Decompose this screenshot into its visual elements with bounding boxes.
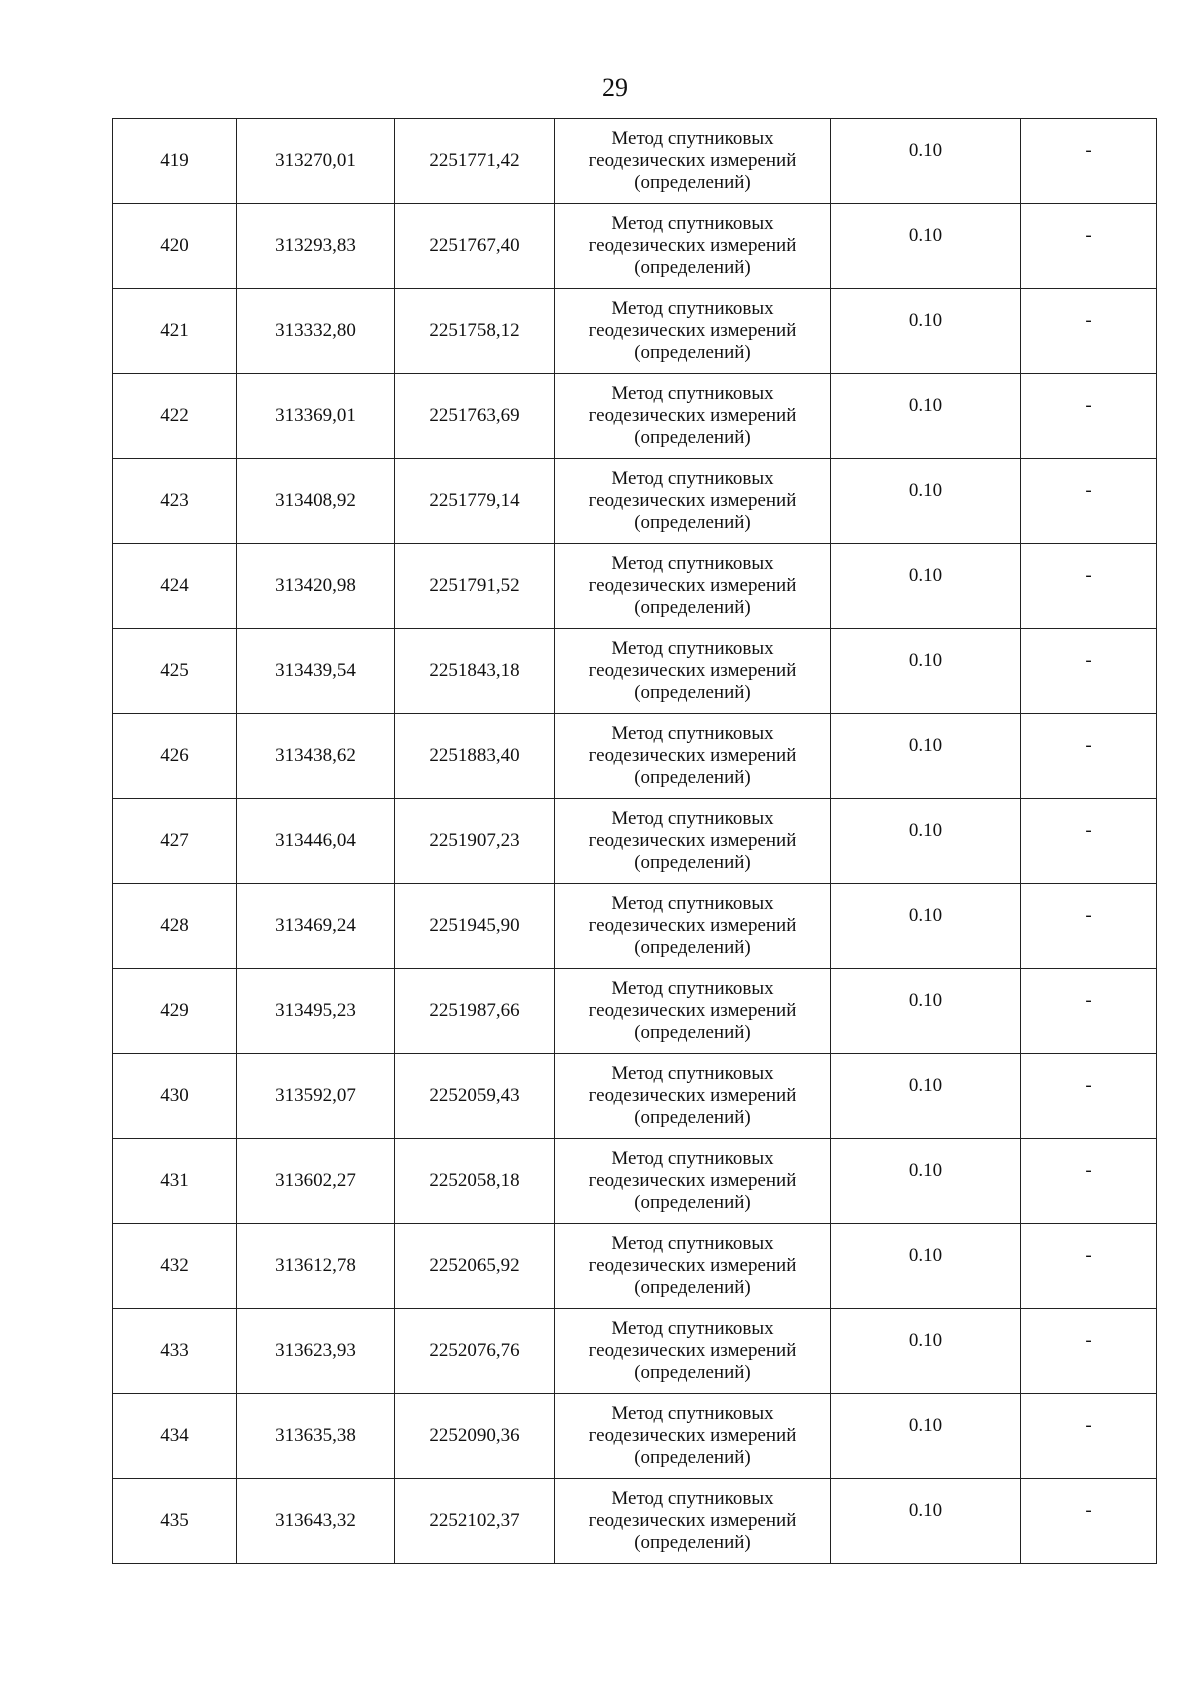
method-cell xyxy=(555,1054,831,1139)
method-line: геодезических измерений xyxy=(588,1000,797,1021)
y-coordinate-cell: 2251771,42 xyxy=(395,119,555,204)
y-coordinate-cell: 2251791,52 xyxy=(395,544,555,629)
x-coordinate-cell: 313293,83 xyxy=(237,204,395,289)
coordinates-table-body xyxy=(113,119,1157,1564)
point-number-cell: 429 xyxy=(113,969,237,1054)
point-number-cell: 420 xyxy=(113,204,237,289)
method-line: (определений) xyxy=(634,682,751,703)
point-number-cell: 428 xyxy=(113,884,237,969)
method-line: (определений) xyxy=(634,937,751,958)
method-cell xyxy=(555,544,831,629)
method-line: (определений) xyxy=(634,1447,751,1468)
table-row xyxy=(113,1224,1157,1309)
method-line: геодезических измерений xyxy=(588,1340,797,1361)
method-line: геодезических измерений xyxy=(588,660,797,681)
method-line: геодезических измерений xyxy=(588,915,797,936)
method-line: (определений) xyxy=(634,767,751,788)
point-number-cell: 427 xyxy=(113,799,237,884)
method-line: Метод спутниковых xyxy=(611,808,774,829)
x-coordinate-cell: 313635,38 xyxy=(237,1394,395,1479)
method-cell xyxy=(555,289,831,374)
note-cell xyxy=(1021,119,1157,204)
method-line: Метод спутниковых xyxy=(611,1403,774,1424)
method-line: Метод спутниковых xyxy=(611,723,774,744)
accuracy-value: 0.10 xyxy=(908,905,943,926)
note-value: - xyxy=(1085,1500,1092,1521)
method-cell xyxy=(555,714,831,799)
table-row xyxy=(113,969,1157,1054)
method-line: (определений) xyxy=(634,597,751,618)
point-number-cell: 434 xyxy=(113,1394,237,1479)
method-line: Метод спутниковых xyxy=(611,1488,774,1509)
accuracy-cell xyxy=(831,629,1021,714)
y-coordinate-cell: 2252058,18 xyxy=(395,1139,555,1224)
note-cell xyxy=(1021,1394,1157,1479)
accuracy-cell xyxy=(831,714,1021,799)
x-coordinate-cell: 313643,32 xyxy=(237,1479,395,1564)
method-line: Метод спутниковых xyxy=(611,978,774,999)
note-cell xyxy=(1021,884,1157,969)
accuracy-cell xyxy=(831,1309,1021,1394)
method-line: (определений) xyxy=(634,1277,751,1298)
note-cell xyxy=(1021,289,1157,374)
method-cell xyxy=(555,204,831,289)
note-cell xyxy=(1021,374,1157,459)
method-line: геодезических измерений xyxy=(588,150,797,171)
method-line: Метод спутниковых xyxy=(611,468,774,489)
y-coordinate-cell: 2251779,14 xyxy=(395,459,555,544)
note-value: - xyxy=(1085,395,1092,416)
method-line: (определений) xyxy=(634,427,751,448)
point-number-cell: 431 xyxy=(113,1139,237,1224)
method-line: геодезических измерений xyxy=(588,830,797,851)
method-line: Метод спутниковых xyxy=(611,298,774,319)
point-number-cell: 423 xyxy=(113,459,237,544)
point-number-cell: 421 xyxy=(113,289,237,374)
note-value: - xyxy=(1085,1330,1092,1351)
note-value: - xyxy=(1085,905,1092,926)
accuracy-value: 0.10 xyxy=(908,820,943,841)
accuracy-cell xyxy=(831,204,1021,289)
table-row xyxy=(113,799,1157,884)
method-line: геодезических измерений xyxy=(588,1255,797,1276)
method-cell xyxy=(555,1309,831,1394)
y-coordinate-cell: 2251907,23 xyxy=(395,799,555,884)
method-cell xyxy=(555,1394,831,1479)
method-line: Метод спутниковых xyxy=(611,1318,774,1339)
point-number-cell: 419 xyxy=(113,119,237,204)
accuracy-cell xyxy=(831,289,1021,374)
method-cell xyxy=(555,884,831,969)
note-cell xyxy=(1021,799,1157,884)
method-line: Метод спутниковых xyxy=(611,553,774,574)
x-coordinate-cell: 313332,80 xyxy=(237,289,395,374)
method-line: геодезических измерений xyxy=(588,235,797,256)
note-value: - xyxy=(1085,990,1092,1011)
accuracy-cell xyxy=(831,544,1021,629)
y-coordinate-cell: 2252059,43 xyxy=(395,1054,555,1139)
method-line: геодезических измерений xyxy=(588,745,797,766)
note-value: - xyxy=(1085,1075,1092,1096)
accuracy-cell xyxy=(831,1054,1021,1139)
point-number-cell: 433 xyxy=(113,1309,237,1394)
method-line: геодезических измерений xyxy=(588,490,797,511)
x-coordinate-cell: 313420,98 xyxy=(237,544,395,629)
method-line: геодезических измерений xyxy=(588,575,797,596)
x-coordinate-cell: 313612,78 xyxy=(237,1224,395,1309)
accuracy-value: 0.10 xyxy=(908,1245,943,1266)
note-cell xyxy=(1021,1139,1157,1224)
note-cell xyxy=(1021,204,1157,289)
table-row xyxy=(113,884,1157,969)
table-row xyxy=(113,629,1157,714)
method-cell xyxy=(555,119,831,204)
table-row xyxy=(113,289,1157,374)
accuracy-value: 0.10 xyxy=(908,990,943,1011)
method-line: (определений) xyxy=(634,1107,751,1128)
note-cell xyxy=(1021,1309,1157,1394)
method-cell xyxy=(555,799,831,884)
note-cell xyxy=(1021,1224,1157,1309)
point-number-cell: 422 xyxy=(113,374,237,459)
method-cell xyxy=(555,1224,831,1309)
method-line: геодезических измерений xyxy=(588,1425,797,1446)
method-cell xyxy=(555,459,831,544)
table-row xyxy=(113,119,1157,204)
point-number-cell: 432 xyxy=(113,1224,237,1309)
note-value: - xyxy=(1085,820,1092,841)
note-value: - xyxy=(1085,225,1092,246)
accuracy-value: 0.10 xyxy=(908,1415,943,1436)
method-line: (определений) xyxy=(634,257,751,278)
note-cell xyxy=(1021,1479,1157,1564)
method-cell xyxy=(555,629,831,714)
note-value: - xyxy=(1085,1160,1092,1181)
table-row xyxy=(113,1394,1157,1479)
note-value: - xyxy=(1085,1245,1092,1266)
method-line: (определений) xyxy=(634,852,751,873)
x-coordinate-cell: 313438,62 xyxy=(237,714,395,799)
y-coordinate-cell: 2251843,18 xyxy=(395,629,555,714)
note-cell xyxy=(1021,459,1157,544)
accuracy-value: 0.10 xyxy=(908,225,943,246)
table-row xyxy=(113,1309,1157,1394)
y-coordinate-cell: 2251945,90 xyxy=(395,884,555,969)
accuracy-value: 0.10 xyxy=(908,1500,943,1521)
note-cell xyxy=(1021,714,1157,799)
accuracy-cell xyxy=(831,1224,1021,1309)
table-row xyxy=(113,459,1157,544)
method-line: Метод спутниковых xyxy=(611,128,774,149)
accuracy-value: 0.10 xyxy=(908,735,943,756)
method-line: (определений) xyxy=(634,1362,751,1383)
x-coordinate-cell: 313495,23 xyxy=(237,969,395,1054)
x-coordinate-cell: 313602,27 xyxy=(237,1139,395,1224)
table-row xyxy=(113,1054,1157,1139)
accuracy-cell xyxy=(831,969,1021,1054)
accuracy-value: 0.10 xyxy=(908,480,943,501)
method-line: геодезических измерений xyxy=(588,1510,797,1531)
accuracy-cell xyxy=(831,374,1021,459)
note-value: - xyxy=(1085,735,1092,756)
method-line: геодезических измерений xyxy=(588,320,797,341)
method-line: геодезических измерений xyxy=(588,405,797,426)
method-line: (определений) xyxy=(634,172,751,193)
point-number-cell: 426 xyxy=(113,714,237,799)
method-line: (определений) xyxy=(634,1022,751,1043)
x-coordinate-cell: 313270,01 xyxy=(237,119,395,204)
point-number-cell: 425 xyxy=(113,629,237,714)
accuracy-value: 0.10 xyxy=(908,395,943,416)
y-coordinate-cell: 2251883,40 xyxy=(395,714,555,799)
table-row xyxy=(113,204,1157,289)
y-coordinate-cell: 2251758,12 xyxy=(395,289,555,374)
accuracy-value: 0.10 xyxy=(908,650,943,671)
y-coordinate-cell: 2252090,36 xyxy=(395,1394,555,1479)
accuracy-cell xyxy=(831,1394,1021,1479)
note-value: - xyxy=(1085,140,1092,161)
method-cell xyxy=(555,374,831,459)
accuracy-value: 0.10 xyxy=(908,310,943,331)
note-cell xyxy=(1021,629,1157,714)
y-coordinate-cell: 2251987,66 xyxy=(395,969,555,1054)
note-cell xyxy=(1021,1054,1157,1139)
point-number-cell: 430 xyxy=(113,1054,237,1139)
note-value: - xyxy=(1085,565,1092,586)
note-cell xyxy=(1021,544,1157,629)
accuracy-cell xyxy=(831,459,1021,544)
table-row xyxy=(113,374,1157,459)
page-number: 29 xyxy=(602,73,628,102)
x-coordinate-cell: 313439,54 xyxy=(237,629,395,714)
y-coordinate-cell: 2252102,37 xyxy=(395,1479,555,1564)
x-coordinate-cell: 313408,92 xyxy=(237,459,395,544)
y-coordinate-cell: 2251767,40 xyxy=(395,204,555,289)
y-coordinate-cell: 2251763,69 xyxy=(395,374,555,459)
table-row xyxy=(113,714,1157,799)
accuracy-value: 0.10 xyxy=(908,1160,943,1181)
method-line: Метод спутниковых xyxy=(611,1148,774,1169)
y-coordinate-cell: 2252065,92 xyxy=(395,1224,555,1309)
y-coordinate-cell: 2252076,76 xyxy=(395,1309,555,1394)
x-coordinate-cell: 313592,07 xyxy=(237,1054,395,1139)
point-number-cell: 424 xyxy=(113,544,237,629)
x-coordinate-cell: 313369,01 xyxy=(237,374,395,459)
accuracy-value: 0.10 xyxy=(908,1330,943,1351)
x-coordinate-cell: 313469,24 xyxy=(237,884,395,969)
point-number-cell: 435 xyxy=(113,1479,237,1564)
accuracy-value: 0.10 xyxy=(908,1075,943,1096)
note-value: - xyxy=(1085,310,1092,331)
method-line: геодезических измерений xyxy=(588,1170,797,1191)
method-cell xyxy=(555,1479,831,1564)
method-line: (определений) xyxy=(634,1532,751,1553)
x-coordinate-cell: 313446,04 xyxy=(237,799,395,884)
method-line: Метод спутниковых xyxy=(611,893,774,914)
note-cell xyxy=(1021,969,1157,1054)
method-line: Метод спутниковых xyxy=(611,638,774,659)
coordinates-table xyxy=(112,118,1157,1564)
table-row xyxy=(113,1479,1157,1564)
method-line: (определений) xyxy=(634,1192,751,1213)
x-coordinate-cell: 313623,93 xyxy=(237,1309,395,1394)
note-value: - xyxy=(1085,1415,1092,1436)
method-line: Метод спутниковых xyxy=(611,1063,774,1084)
method-cell xyxy=(555,969,831,1054)
note-value: - xyxy=(1085,480,1092,501)
method-line: Метод спутниковых xyxy=(611,213,774,234)
table-row xyxy=(113,1139,1157,1224)
accuracy-cell xyxy=(831,119,1021,204)
table-row xyxy=(113,544,1157,629)
accuracy-value: 0.10 xyxy=(908,565,943,586)
note-value: - xyxy=(1085,650,1092,671)
method-line: Метод спутниковых xyxy=(611,383,774,404)
accuracy-value: 0.10 xyxy=(908,140,943,161)
accuracy-cell xyxy=(831,799,1021,884)
accuracy-cell xyxy=(831,1139,1021,1224)
method-line: Метод спутниковых xyxy=(611,1233,774,1254)
accuracy-cell xyxy=(831,884,1021,969)
method-line: (определений) xyxy=(634,342,751,363)
accuracy-cell xyxy=(831,1479,1021,1564)
method-cell xyxy=(555,1139,831,1224)
method-line: (определений) xyxy=(634,512,751,533)
method-line: геодезических измерений xyxy=(588,1085,797,1106)
